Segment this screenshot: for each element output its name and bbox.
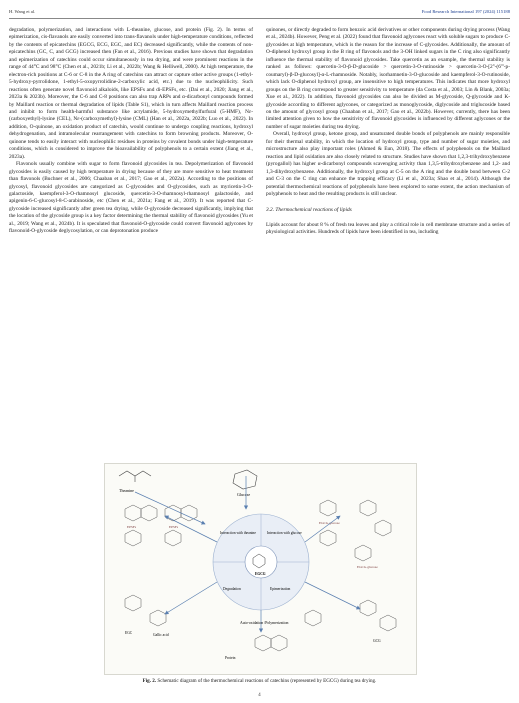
svg-text:EGCG-glucose: EGCG-glucose	[319, 521, 340, 525]
theanine-structure	[119, 471, 151, 493]
svg-text:EGCG-glucose: EGCG-glucose	[357, 565, 378, 569]
paragraph: Overall, hydroxyl group, ketone group, and unsaturated double bonds of polyphenols are mainly responsible for their thermal stability, in which the location of hydroxyl group, type and number of sugar moieties, and microstructure also play important roles (Ahmed & Eun, 2018). The effects of polyphenols on the Maillard reaction and lipid oxidation are also closely related to structure. Studies have shown that 1,2,3-trihydroxybenzene (pyrogallol) has higher α-dicarbonyl compounds scavenging activity than 1,3,5-trihydroxybenzene and 1,2- and 1,3-dihydroxybenzene. Additionally, the hydroxyl group at C-5 on the A ring and the double bond between C-2 and C-3 on the C ring can enhance the trapping efficacy (Li et al., 2023a; Shao et al., 2014). Although the potential thermochemical reactions of polyphenols have been explored to some extent, the action mechanism of polyphenols to heat and the resulting products is still unclear.	[266, 131, 510, 197]
gcg-label: GCG	[373, 639, 381, 643]
figure-caption	[9, 678, 510, 684]
central-hub	[213, 514, 309, 610]
quadrant-degradation: Degradation	[223, 587, 241, 591]
paragraph: degradation, polymerization, and interactions with L-theanine, glucose, and protein (Fig. 2). In terms of epimerization, cis-flavanols are easily converted into trans-flavanols under high-temperature conditions, reflected by the contents of epicatechins (EGCG, ECG, EGC, and EC) decreased significantly, while the contents of non-epicatechins (GC, C, and GCG) increased then (Fan et al., 2016). Previous studies have shown that degradation and epimerization of catechins could occur simultaneously in tea drying, and were prominent reactions in the range of 44°C and 98°C (Chen et al., 2021b; Li et al., 2022b; Wang & Helliwell, 2000). At high temperature, the electron-rich positions at C-6 or C-8 in the A ring of catechins can attract or capture other active groups (1-ethyl-5-hydroxy-pyrrolidone, 1-ethyl-5-oxopyrrolidine-2-carboxylic acid, etc.) due to the nucleophilicity. Such reactions often generate novel flavonoid alkaloids, like EPSFs and di-EPSFs, etc. (Dai et al., 2020; Jiang et al., 2023a & 2023b). Moreover, the C-6 and C-8 positions can also trap ARPs and α-dicarbonyl compounds formed by Maillard reaction or thermal degradation of lipids (Table S1), which in turn affects Maillard reaction process and inhibit to form health-harmful substance like acrylamide, 5-hydroxymethylfurfural (5-HMF), Nε-(carboxyethyl)-lysine (CEL), Nε-(carboxymethyl)-lysine (CML) (Han et al., 2022a, 2022b; Luo et al., 2022). In addition, O-quinone, an oxidation product of catechin, would continue to undergo coupling reactions, hydroxyl dehydrogenation, and intramolecular rearrangement with catechins to form browning products. Moreover, O-quinone tends to easily interact with nucleophilic residues in proteins by covalent bonds under high-temperature conditions, which is considered to improve the bioavailability of polyphenols to a certain extent (Jiang et al., 2023a).	[9, 27, 253, 160]
glucose-structure	[233, 470, 257, 497]
hub-label: EGCG	[255, 572, 266, 576]
protein-label: Protein	[225, 656, 236, 660]
schematic-diagram	[105, 464, 416, 674]
right-column	[266, 27, 510, 237]
quadrant-epimerization: Epimerization	[270, 587, 291, 591]
section-heading: 3.2. Thermochemical reactions of lipids	[266, 207, 352, 214]
running-head-journal: Food Research International 197 (2024) 115188	[421, 9, 510, 14]
auto-oxidation-label: Auto-oxidation /Polymerization	[240, 621, 289, 625]
egc-label: EGC	[125, 631, 133, 635]
left-column	[9, 27, 253, 236]
paragraph: Flavonols usually combine with sugar to form flavonoid glycosides in tea. Depolymerization of flavonoid glycosides is easily caused by high temperature in drying because of they are more sensitive to heat treatment than flavonols (Buchner et al., 2006; Chaaban et al., 2017; Gao et al., 2022a). According to the positions of glycosyl, flavonoid glycosides are categorized as C-glycosides and O-glycosides, such as myricetin-3-O-galactoside, kaempferol-3-O-rhamnosyl glucoside, quercetin-3-O-rhamnosyl-rhamnosyl galactoside, and apigenin-6-C-glucosyl-8-C-arabinoside, etc (Chen et al., 2021a; Fang et al., 2019). It was reported that C-glycoside increased significantly after green tea drying, while O-glycoside decreased significantly, implying that the location of the glycoside group is a key factor determining the thermal stability of flavonoid glycosides (Yu et al., 2019; Wang et al., 2024b). It is speculated that flavonoid-O-glycoside could convert flavonoid aglycones by flavonoid-O-glycoside deglycosylation, or can deprotonation produce	[9, 161, 253, 235]
header-rule	[9, 18, 510, 19]
running-head	[9, 9, 510, 14]
page-number: 4	[258, 693, 261, 698]
quadrant-glucose: Interaction with glucose	[267, 531, 302, 535]
glucose-label: Glucose	[237, 492, 251, 497]
paragraph: Lipids account for about 8 % of fresh tea leaves and play a critical role in cell membrane structure and a series of physiological activities. Hundreds of lipids have been identified in tea, including	[266, 221, 510, 236]
svg-text:EPSFs: EPSFs	[169, 525, 179, 529]
caption-label: Fig. 2.	[142, 678, 157, 684]
paragraph: quinones, or directly degraded to form benzoic acid derivatives or other components during drying process (Wang et al., 2024b). However, Peng et al. (2022) found that flavonoid aglycones react with soluble sugars to produce C-glycosides at high temperature, which is the reason for the increase of C-glycosides. Additionally, the amount of O-diphenol hydroxyl group in the B ring of flavonols and the 3-OH linked sugars in the C ring also significantly influence the thermal stability of flavonoid glycosides. Take quercetin as an example, the thermal stability is ranked as follows: quercetin-3-O-β-D-glucoside > quercetin-3-O-rutinoside > quercetin-3-O-[2''-(6'''-p-coumaryl)-β-D-glucosyl]-α-L-rhamnoside. Notably, isorhamnetin-3-O-glucoside and kaempferol-3-O-rutinoside, which lack O-diphenol hydroxyl group, are insensitive to high temperatures. This indicates that more hydroxyl groups on the B ring correspond to greater sensitivity to temperature (da Costa et al., 2003; Lin & Blank, 2003a; Xue et al., 2022). In addition, flavonoid glycosides can also be divided as M-glycoside, Q-glycoside and K-glycoside according to different aglycones, or categorized as monoglycoside, diglycoside and triglucoside based on the amount of glycosyl group (Chaaban et al., 2017; Gao et al., 2022b). However, currently, there has been limited attention given to how the sensitivity of flavonoid glycosides is influenced by different aglycones or the number of sugar moieties during tea drying.	[266, 27, 510, 130]
gallic-acid-label: Gallic acid	[153, 633, 169, 637]
theanine-label: Theanine	[119, 488, 134, 493]
svg-text:EPSFs: EPSFs	[127, 525, 137, 529]
figure-2-schematic	[104, 463, 417, 675]
caption-text: Schematic diagram of the thermochemical reactions of catechins (represented by EGCG) during tea drying.	[156, 678, 377, 684]
quadrant-theanine: Interaction with theanine	[220, 531, 256, 535]
running-head-authors: H. Wang et al.	[9, 9, 36, 14]
